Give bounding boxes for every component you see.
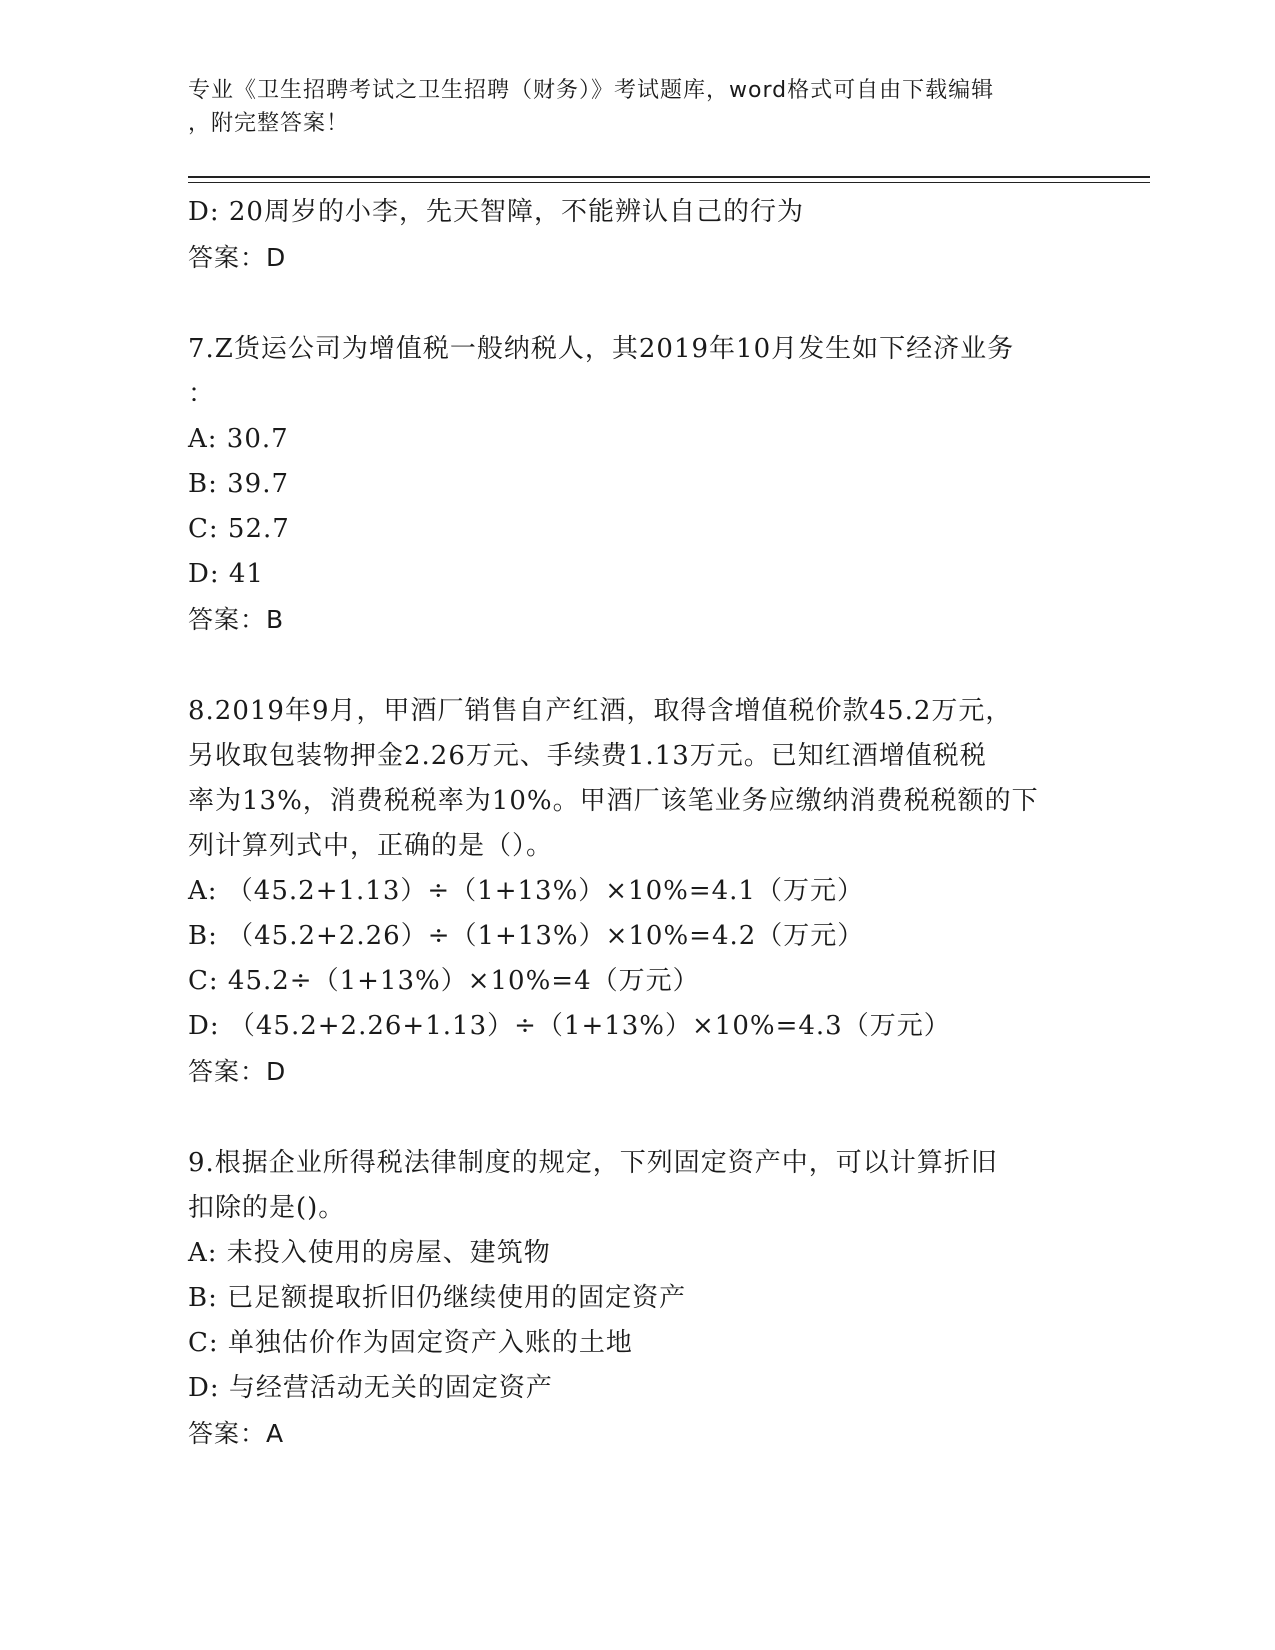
question-stem-continued: ： xyxy=(188,379,216,409)
option-a: A: （45.2+1.13）÷（1+13%）×10%=4.1（万元） xyxy=(188,876,864,906)
answer-line: 答案：D xyxy=(188,243,287,272)
spacer xyxy=(188,1094,1088,1141)
option-d: D: （45.2+2.26+1.13）÷（1+13%）×10%=4.3（万元） xyxy=(188,1011,951,1041)
question-stem: 7.Z货运公司为增值税一般纳税人，其2019年10月发生如下经济业务 xyxy=(188,334,1015,364)
question-stem-continued: 列计算列式中，正确的是（）。 xyxy=(188,831,554,861)
answer-line: 答案：B xyxy=(188,605,285,634)
question-7 xyxy=(188,327,1088,642)
option-a: A: 未投入使用的房屋、建筑物 xyxy=(188,1238,551,1268)
option-c: C: 52.7 xyxy=(188,514,290,544)
answer-line: 答案：D xyxy=(188,1057,287,1086)
question-9 xyxy=(188,1141,1088,1456)
question-stem-continued: 扣除的是()。 xyxy=(188,1193,346,1223)
spacer xyxy=(188,642,1088,689)
option-d: D: 41 xyxy=(188,559,264,589)
option-b: B: 已足额提取折旧仍继续使用的固定资产 xyxy=(188,1283,687,1313)
option-b: B: （45.2+2.26）÷（1+13%）×10%=4.2（万元） xyxy=(188,921,865,951)
option-c: C: 45.2÷（1+13%）×10%=4（万元） xyxy=(188,966,700,996)
question-list xyxy=(188,190,1088,1456)
option-a: A: 30.7 xyxy=(188,424,289,454)
spacer xyxy=(188,280,1088,327)
header-divider-thick xyxy=(188,176,1150,178)
option-d: D: 20周岁的小李，先天智障，不能辨认自己的行为 xyxy=(188,197,804,227)
question-6-tail xyxy=(188,190,1088,280)
document-header xyxy=(188,74,1068,140)
question-stem: 8.2019年9月，甲酒厂销售自产红酒，取得含增值税价款45.2万元， xyxy=(188,696,1013,726)
question-stem: 9.根据企业所得税法律制度的规定，下列固定资产中，可以计算折旧 xyxy=(188,1148,998,1178)
header-line-2: ，附完整答案！ xyxy=(188,111,350,136)
option-c: C: 单独估价作为固定资产入账的土地 xyxy=(188,1328,633,1358)
option-d: D: 与经营活动无关的固定资产 xyxy=(188,1373,553,1403)
question-8 xyxy=(188,689,1088,1094)
header-divider-thin xyxy=(188,182,1150,183)
answer-line: 答案：A xyxy=(188,1419,285,1448)
question-stem-continued: 率为13%，消费税税率为10%。甲酒厂该笔业务应缴纳消费税税额的下 xyxy=(188,786,1039,816)
header-line-1: 专业《卫生招聘考试之卫生招聘（财务）》考试题库，word格式可自由下载编辑 xyxy=(188,78,995,103)
option-b: B: 39.7 xyxy=(188,469,290,499)
question-stem-continued: 另收取包装物押金2.26万元、手续费1.13万元。已知红酒增值税税 xyxy=(188,741,987,771)
